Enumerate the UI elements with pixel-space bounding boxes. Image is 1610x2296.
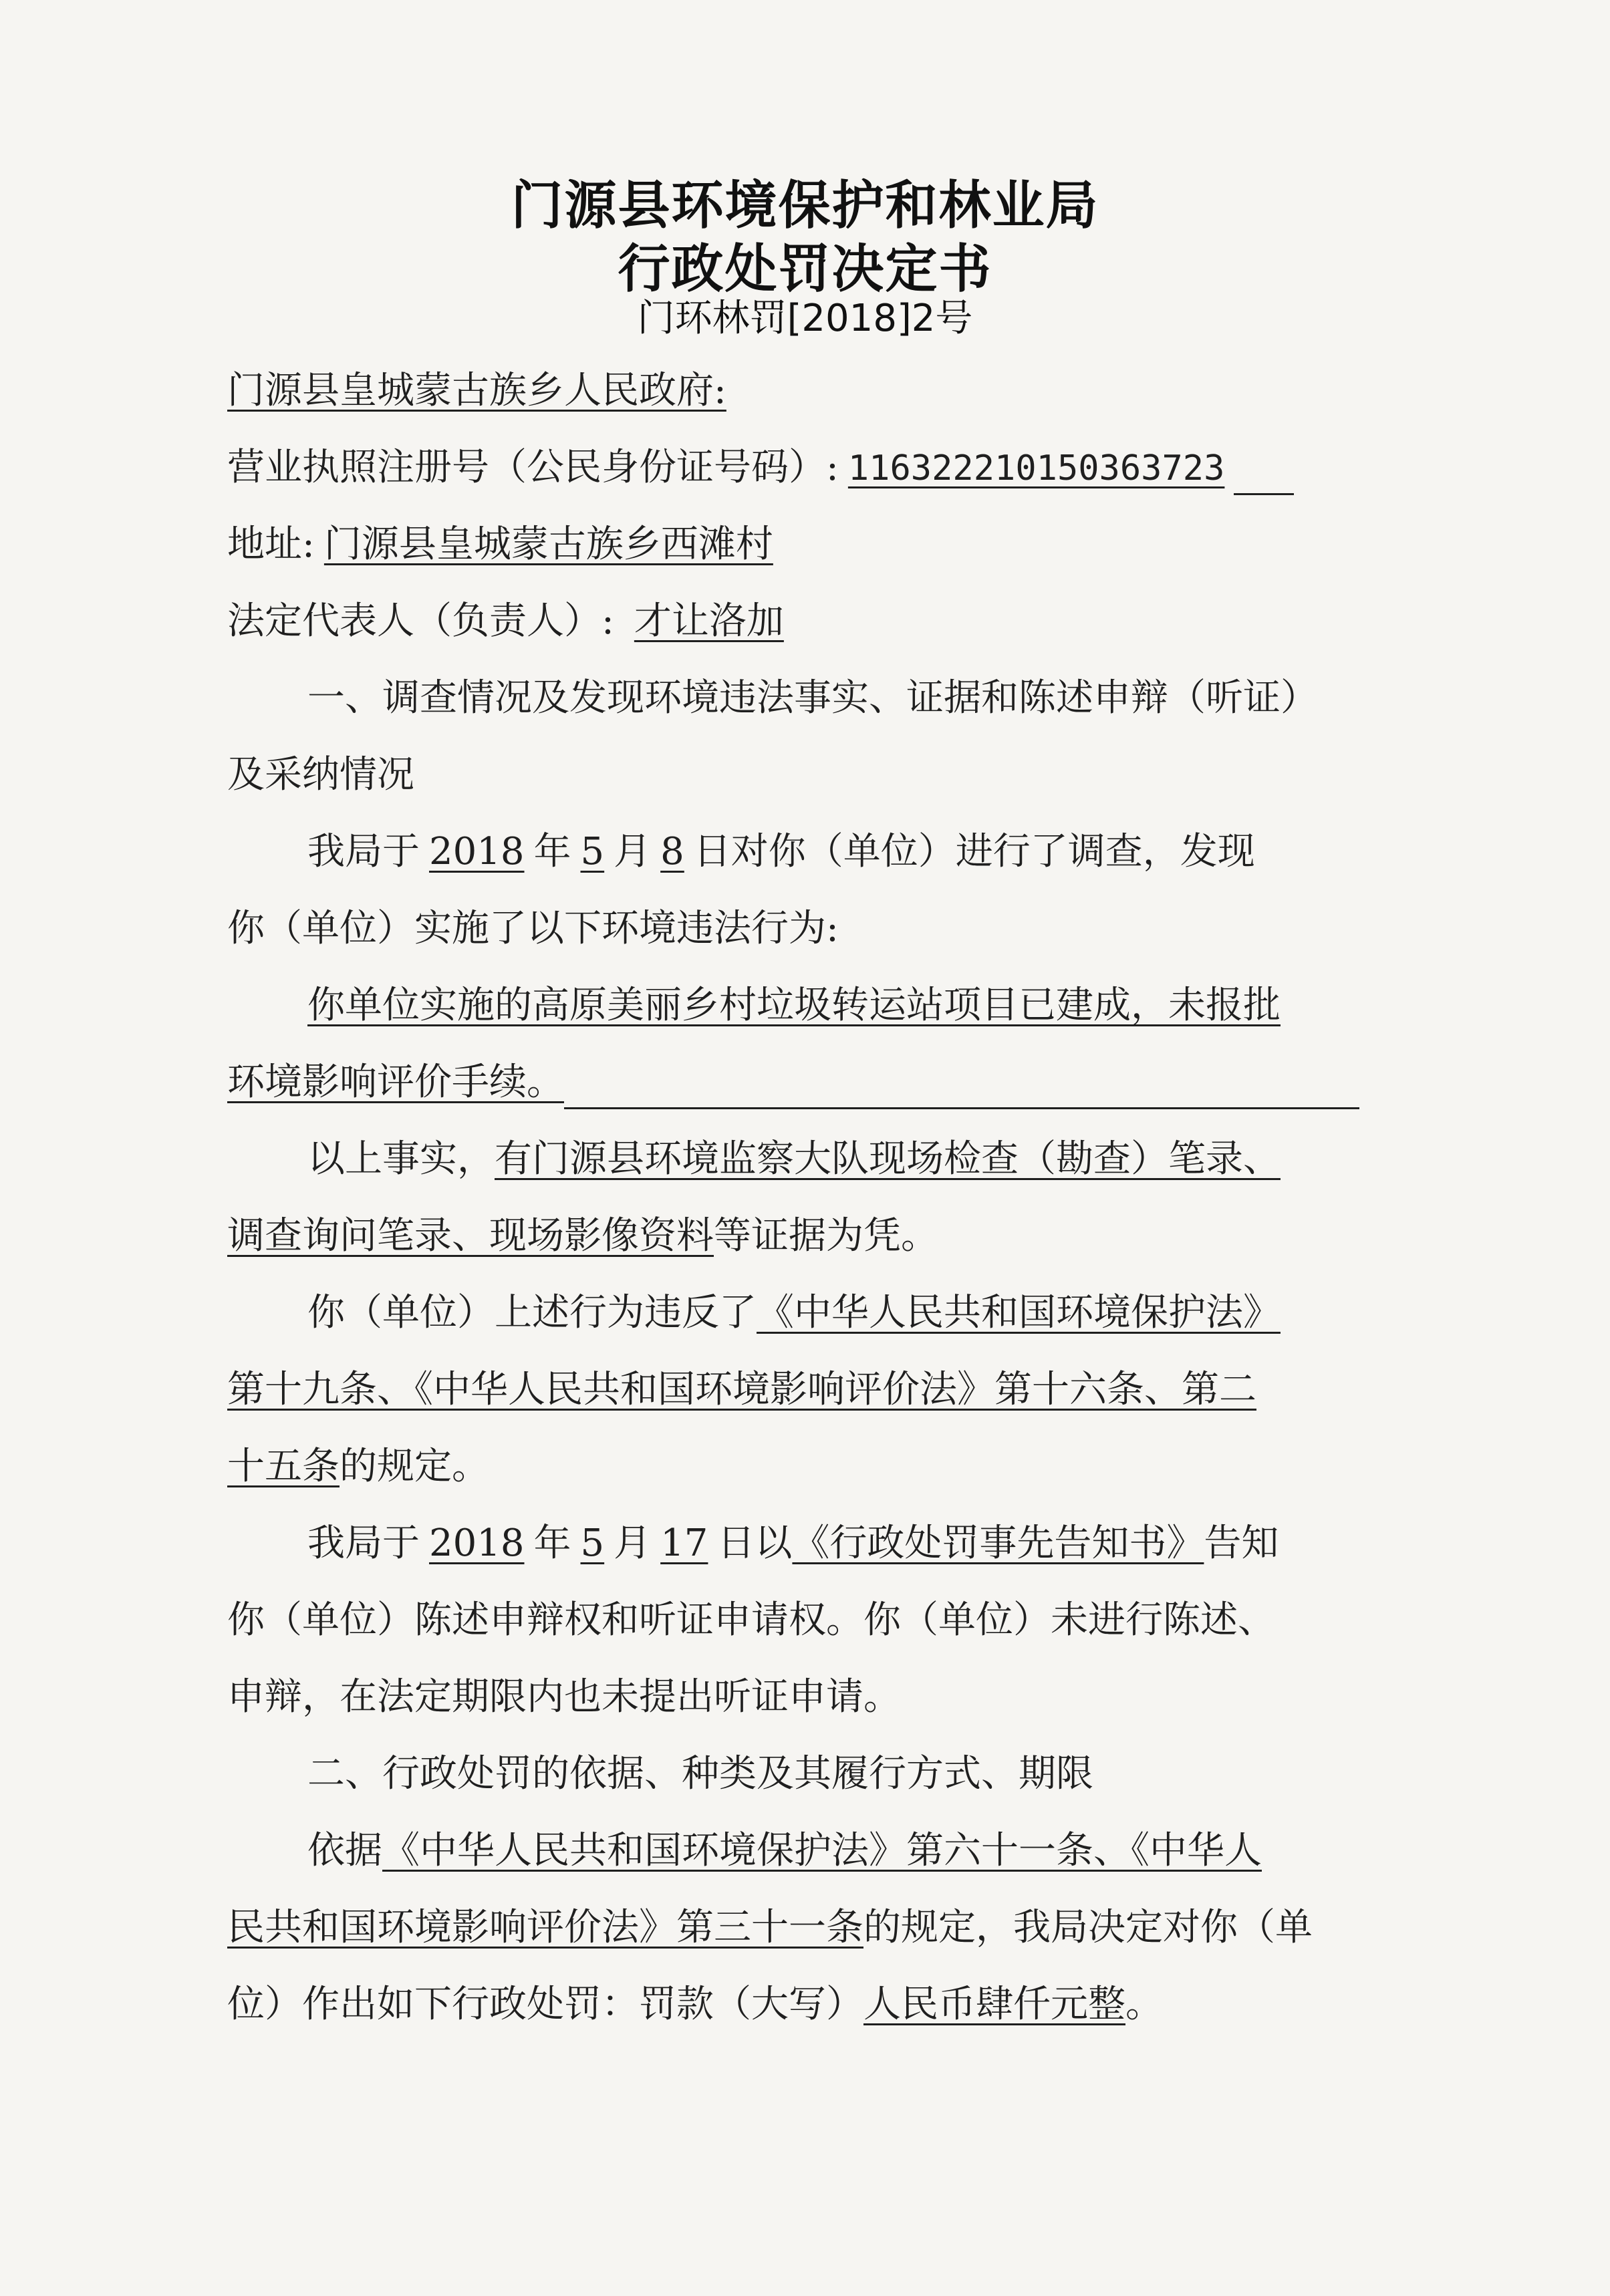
text-segment: 位）作出如下行政处罚：罚款（大写）: [227, 1983, 863, 2026]
text-segment: 的规定。: [340, 1445, 489, 1488]
party-name-line: [227, 364, 1383, 418]
violation-fact-line1: [227, 979, 1383, 1032]
law-reference: 《中华人民共和国环境保护法》: [757, 1291, 1281, 1334]
text-segment: 以上事实，: [307, 1137, 495, 1181]
text-segment: 月: [614, 830, 652, 873]
investigation-month: 5: [580, 830, 605, 873]
text-segment: 告知: [1204, 1522, 1279, 1565]
penalty-amount: 人民币肆仟元整: [863, 1983, 1125, 2026]
text-segment: 年: [533, 1522, 571, 1565]
text-segment: 的规定，我局决定对你（单: [863, 1906, 1313, 1949]
evidence-list: 调查询问笔录、现场影像资料: [227, 1214, 714, 1258]
basis-line2: [227, 1901, 1383, 1955]
violation-intro-line: 你（单位）实施了以下环境违法行为:: [227, 907, 839, 950]
text-segment: 月: [614, 1522, 652, 1565]
law-line3: [227, 1440, 1383, 1493]
address-line: [227, 518, 1383, 571]
notice-line1: [307, 1517, 1383, 1570]
text-segment: 你（单位）上述行为违反了: [307, 1291, 757, 1334]
investigation-day: 8: [660, 830, 684, 873]
license-number: 11632221015036372З: [847, 448, 1225, 488]
section1-heading-line1: 一、调查情况及发现环境违法事实、证据和陈述申辩（听证）: [307, 676, 1318, 720]
investigation-year: 2018: [429, 830, 525, 873]
notice-document: 《行政处罚事先告知书》: [792, 1522, 1204, 1565]
representative-label: 法定代表人（负责人）:: [227, 599, 614, 643]
representative-name: 才让洛加: [634, 599, 784, 643]
section1-heading-line2: 及采纳情况: [227, 753, 414, 797]
license-underline: [1234, 452, 1294, 495]
document-type-title: 行政处罚决定书: [618, 239, 992, 299]
evidence-line2: [227, 1209, 1383, 1263]
violation-fact-text: 环境影响评价手续。: [227, 1060, 564, 1104]
text-segment: 我局于: [307, 830, 420, 873]
basis-line1: [307, 1824, 1383, 1878]
evidence-list: 有门源县环境监察大队现场检查（勘查）笔录、: [495, 1137, 1281, 1181]
agency-title: 门源县环境保护和林业局: [511, 175, 1099, 236]
investigation-date-line: [307, 825, 1383, 879]
text-segment: 。: [1125, 1983, 1163, 2026]
representative-line: [227, 595, 1383, 648]
license-label: 营业执照注册号（公民身份证号码）:: [227, 446, 839, 489]
notice-year: 2018: [429, 1522, 525, 1565]
text-segment: 日对你（单位）进行了调查，发现: [693, 830, 1255, 873]
text-segment: 依据: [307, 1829, 382, 1872]
text-segment: 等证据为凭。: [714, 1214, 938, 1258]
penalty-law-reference: 《中华人民共和国环境保护法》第六十一条、《中华人: [382, 1829, 1262, 1872]
violation-fact-line2: [227, 1056, 1383, 1109]
license-line: [227, 441, 1383, 494]
address-label: 地址:: [227, 523, 315, 566]
evidence-line1: [307, 1133, 1383, 1186]
notice-line2: 你（单位）陈述申辩权和听证申请权。你（单位）未进行陈述、: [227, 1598, 1275, 1642]
party-name: 门源县皇城蒙古族乡人民政府:: [227, 369, 726, 412]
text-segment: 日以: [717, 1522, 793, 1565]
law-reference: 第十九条、《中华人民共和国环境影响评价法》第十六条、第二: [227, 1368, 1256, 1411]
notice-line3: 申辩，在法定期限内也未提出听证申请。: [227, 1675, 901, 1719]
notice-day: 17: [660, 1522, 708, 1565]
penalty-law-reference: 民共和国环境影响评价法》第三十一条: [227, 1906, 863, 1949]
notice-month: 5: [580, 1522, 605, 1565]
address-value: 门源县皇城蒙古族乡西滩村: [323, 523, 773, 566]
law-line2: [227, 1363, 1383, 1417]
document-number: 门环林罚[2018]2号: [637, 297, 973, 340]
fact-underline: [564, 1066, 1359, 1109]
law-line1: [307, 1286, 1383, 1340]
violation-fact-text: 你单位实施的高原美丽乡村垃圾转运站项目已建成，未报批: [307, 984, 1281, 1027]
law-reference: 十五条: [227, 1445, 340, 1488]
text-segment: 年: [533, 830, 571, 873]
section2-heading: 二、行政处罚的依据、种类及其履行方式、期限: [307, 1752, 1093, 1796]
penalty-line: [227, 1978, 1383, 2031]
text-segment: 我局于: [307, 1522, 420, 1565]
